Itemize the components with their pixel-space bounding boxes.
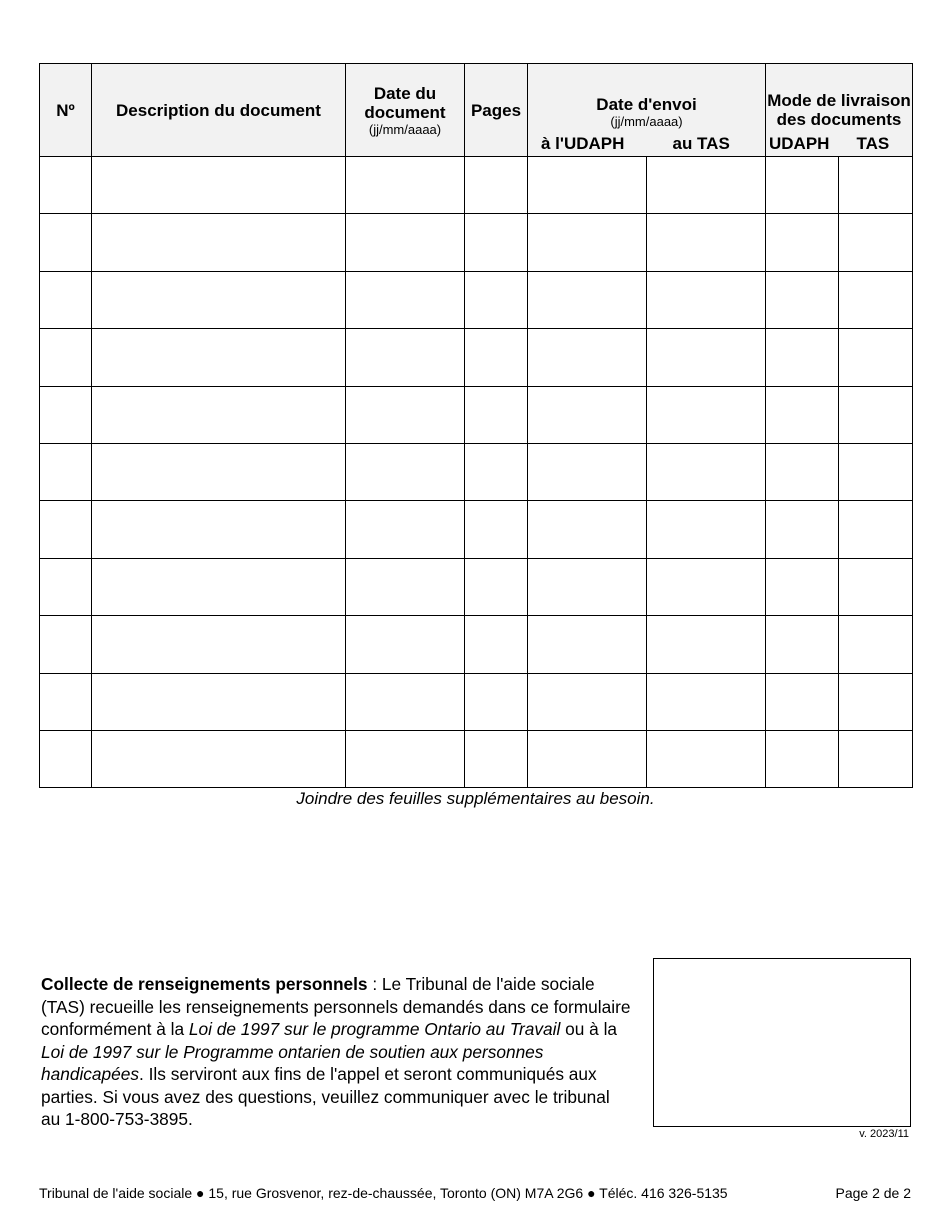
cell-delivery-udaph[interactable] (766, 730, 839, 787)
cell-document-date[interactable] (346, 673, 465, 730)
cell-document-date[interactable] (346, 214, 465, 271)
header-pages: Pages (465, 64, 528, 157)
table-body (40, 157, 913, 788)
cell-pages[interactable] (465, 386, 528, 443)
cell-description[interactable] (92, 443, 346, 500)
cell-number[interactable] (40, 386, 92, 443)
cell-document-date[interactable] (346, 730, 465, 787)
cell-pages[interactable] (465, 157, 528, 214)
header-sent-date (528, 64, 766, 131)
cell-delivery-tas[interactable] (839, 329, 913, 386)
cell-document-date[interactable] (346, 386, 465, 443)
cell-delivery-tas[interactable] (839, 730, 913, 787)
cell-sent-tas[interactable] (647, 443, 766, 500)
header-document-date (346, 64, 465, 157)
cell-delivery-tas[interactable] (839, 271, 913, 328)
cell-sent-udaph[interactable] (528, 673, 647, 730)
cell-delivery-tas[interactable] (839, 443, 913, 500)
cell-description[interactable] (92, 329, 346, 386)
cell-pages[interactable] (465, 558, 528, 615)
cell-number[interactable] (40, 271, 92, 328)
cell-number[interactable] (40, 214, 92, 271)
cell-number[interactable] (40, 443, 92, 500)
cell-sent-tas[interactable] (647, 730, 766, 787)
table-row (40, 730, 913, 787)
cell-sent-udaph[interactable] (528, 730, 647, 787)
cell-document-date[interactable] (346, 558, 465, 615)
supplementary-sheets-note: Joindre des feuilles supplémentaires au besoin. (296, 789, 655, 808)
header-sent-date-format: (jj/mm/aaaa) (610, 113, 683, 129)
header-delivery-mode: Mode de livraison des documents (766, 64, 913, 131)
cell-sent-udaph[interactable] (528, 157, 647, 214)
cell-sent-tas[interactable] (647, 558, 766, 615)
cell-sent-tas[interactable] (647, 616, 766, 673)
header-number: Nº (40, 64, 92, 157)
privacy-text-2: ou à la (560, 1019, 618, 1039)
cell-delivery-udaph[interactable] (766, 329, 839, 386)
cell-sent-tas[interactable] (647, 386, 766, 443)
header-sent-udaph: à l'UDAPH (528, 131, 647, 157)
table-row (40, 558, 913, 615)
privacy-text-3: . Ils serviront aux fins de l'appel et seront communiqués aux parties. Si vous avez des questions, veuillez communiquer avec le tribunal au 1-800-753-3895. (41, 1064, 610, 1129)
document-list-table (39, 63, 913, 788)
cell-sent-tas[interactable] (647, 673, 766, 730)
table-row (40, 329, 913, 386)
header-document-date-format: (jj/mm/aaaa) (368, 121, 442, 137)
table-row (40, 616, 913, 673)
header-description: Description du document (92, 64, 346, 157)
table-row (40, 443, 913, 500)
cell-sent-udaph[interactable] (528, 558, 647, 615)
cell-sent-udaph[interactable] (528, 443, 647, 500)
cell-delivery-udaph[interactable] (766, 271, 839, 328)
cell-sent-tas[interactable] (647, 329, 766, 386)
cell-document-date[interactable] (346, 157, 465, 214)
header-delivery-tas: TAS (839, 131, 913, 157)
cell-document-date[interactable] (346, 501, 465, 558)
cell-delivery-udaph[interactable] (766, 214, 839, 271)
cell-description[interactable] (92, 501, 346, 558)
cell-number[interactable] (40, 673, 92, 730)
stamp-box (653, 958, 911, 1127)
cell-sent-udaph[interactable] (528, 329, 647, 386)
cell-number[interactable] (40, 730, 92, 787)
cell-pages[interactable] (465, 673, 528, 730)
cell-sent-udaph[interactable] (528, 214, 647, 271)
privacy-text-1: : Le Tribunal de l'aide sociale (TAS) recueille les renseignements personnels demandés dans ce formulaire conformément à la (41, 974, 631, 1039)
cell-delivery-udaph[interactable] (766, 616, 839, 673)
cell-delivery-udaph[interactable] (766, 386, 839, 443)
header-delivery-udaph: UDAPH (766, 131, 839, 157)
cell-number[interactable] (40, 616, 92, 673)
cell-delivery-tas[interactable] (839, 558, 913, 615)
cell-sent-tas[interactable] (647, 501, 766, 558)
cell-document-date[interactable] (346, 616, 465, 673)
table-row (40, 386, 913, 443)
cell-sent-udaph[interactable] (528, 501, 647, 558)
privacy-law-1: Loi de 1997 sur le programme Ontario au Travail (188, 1019, 561, 1039)
cell-description[interactable] (92, 558, 346, 615)
cell-description[interactable] (92, 157, 346, 214)
cell-delivery-tas[interactable] (839, 616, 913, 673)
privacy-notice (41, 973, 631, 1131)
cell-document-date[interactable] (346, 329, 465, 386)
cell-description[interactable] (92, 271, 346, 328)
footer-address: Tribunal de l'aide sociale ● 15, rue Grosvenor, rez-de-chaussée, Toronto (ON) M7A 2G6 ● Téléc. 416 326-5135 (39, 1185, 728, 1201)
cell-delivery-tas[interactable] (839, 673, 913, 730)
privacy-law-2: Loi de 1997 sur le Programme ontarien de soutien aux personnes handicapées (41, 1041, 544, 1084)
table-row (40, 271, 913, 328)
cell-number[interactable] (40, 558, 92, 615)
header-sent-tas: au TAS (647, 131, 766, 157)
table-row (40, 157, 913, 214)
cell-description[interactable] (92, 730, 346, 787)
table-row (40, 501, 913, 558)
cell-delivery-udaph[interactable] (766, 673, 839, 730)
cell-sent-udaph[interactable] (528, 616, 647, 673)
cell-sent-tas[interactable] (647, 214, 766, 271)
cell-pages[interactable] (465, 329, 528, 386)
cell-delivery-tas[interactable] (839, 157, 913, 214)
cell-pages[interactable] (465, 501, 528, 558)
cell-pages[interactable] (465, 443, 528, 500)
form-version: v. 2023/11 (859, 1128, 909, 1140)
cell-delivery-tas[interactable] (839, 386, 913, 443)
cell-pages[interactable] (465, 730, 528, 787)
footer-page-number: Page 2 de 2 (835, 1185, 911, 1201)
cell-delivery-udaph[interactable] (766, 558, 839, 615)
cell-description[interactable] (92, 616, 346, 673)
table-row (40, 214, 913, 271)
cell-description[interactable] (92, 673, 346, 730)
privacy-heading: Collecte de renseignements personnels (41, 974, 368, 994)
cell-pages[interactable] (465, 616, 528, 673)
cell-delivery-tas[interactable] (839, 501, 913, 558)
cell-delivery-udaph[interactable] (766, 501, 839, 558)
table-row (40, 673, 913, 730)
cell-pages[interactable] (465, 214, 528, 271)
cell-document-date[interactable] (346, 271, 465, 328)
cell-delivery-tas[interactable] (839, 214, 913, 271)
cell-delivery-udaph[interactable] (766, 157, 839, 214)
cell-number[interactable] (40, 157, 92, 214)
cell-number[interactable] (40, 501, 92, 558)
cell-document-date[interactable] (346, 443, 465, 500)
header-sent-date-title: Date d'envoi (596, 94, 697, 114)
cell-delivery-udaph[interactable] (766, 443, 839, 500)
cell-number[interactable] (40, 329, 92, 386)
cell-sent-udaph[interactable] (528, 386, 647, 443)
cell-sent-tas[interactable] (647, 271, 766, 328)
cell-sent-udaph[interactable] (528, 271, 647, 328)
cell-description[interactable] (92, 386, 346, 443)
cell-description[interactable] (92, 214, 346, 271)
header-document-date-title: Date du document (364, 83, 446, 122)
cell-sent-tas[interactable] (647, 157, 766, 214)
cell-pages[interactable] (465, 271, 528, 328)
